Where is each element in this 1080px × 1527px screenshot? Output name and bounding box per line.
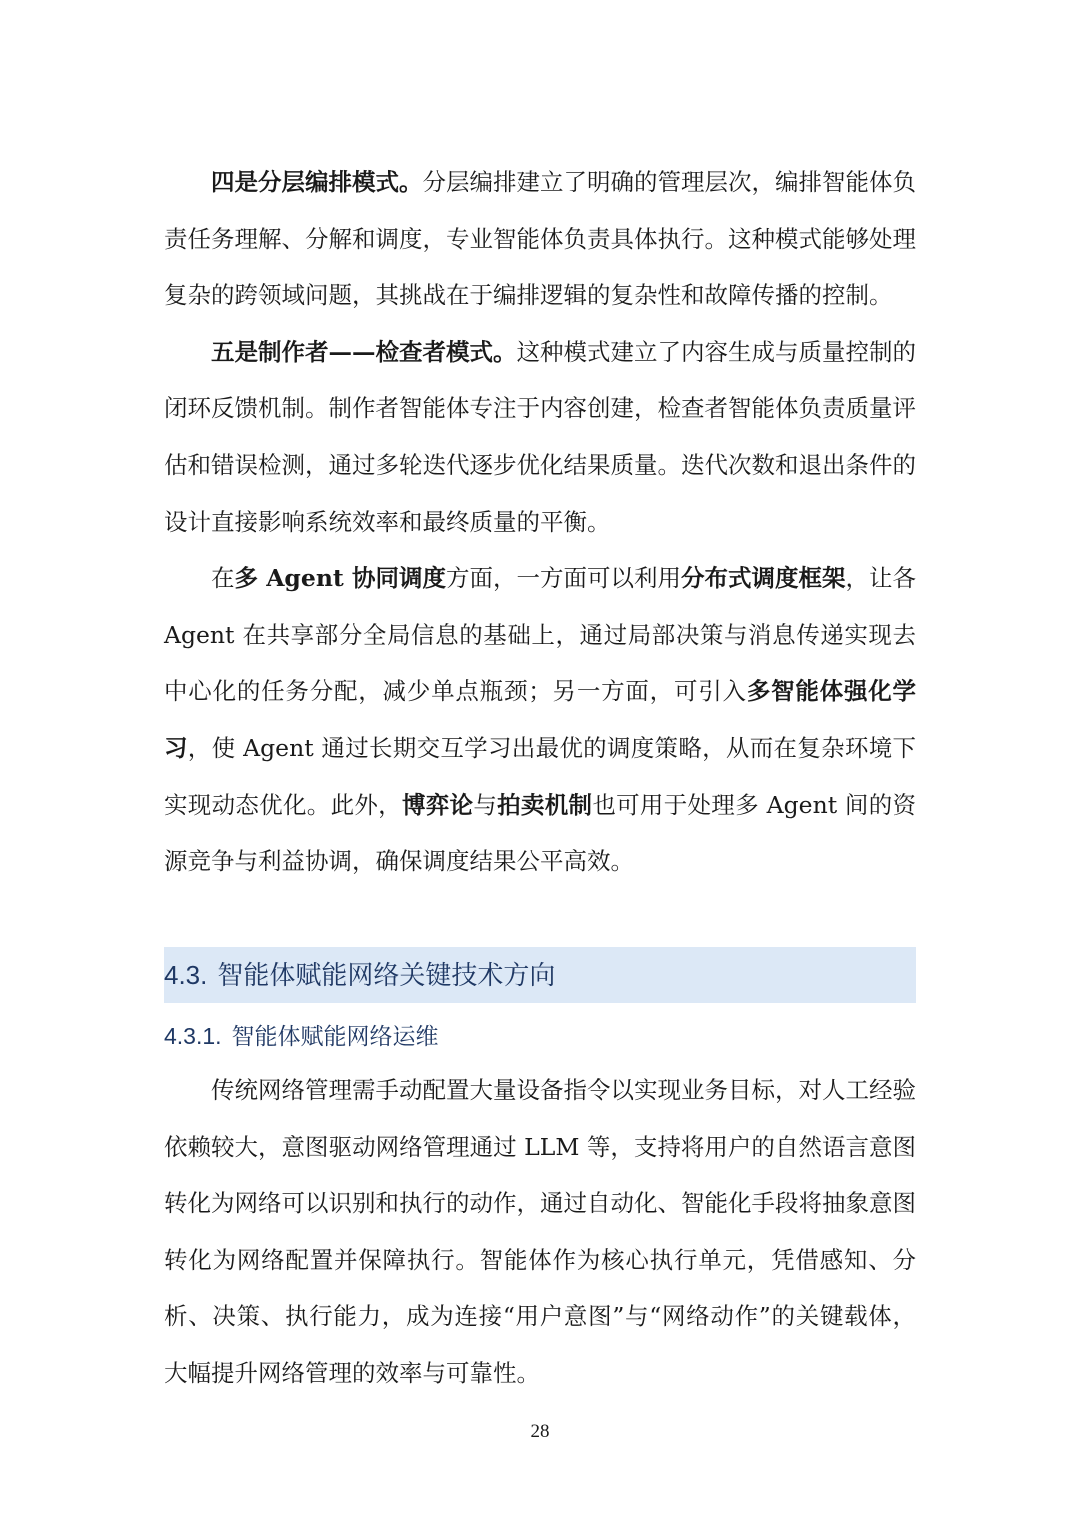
bold-term: 博弈论	[401, 790, 474, 819]
paragraph-text: ，使 Agent 通过长期交互学习出最优的调度策略，从而在复杂环境下实现动态优化。此外，	[164, 733, 916, 819]
subsection-heading	[164, 1012, 916, 1060]
paragraph-lead-bold: 四是分层编排模式。	[211, 168, 423, 196]
paragraph-text: 也可用于处理多 Agent 间的资源竞争与利益协调，确保调度结果公平高效。	[164, 790, 917, 876]
bold-term: 分布式调度框架	[681, 564, 846, 593]
paragraph-text: 与	[473, 790, 498, 819]
section-number: 4.3.	[164, 960, 208, 990]
bold-term: 拍卖机制	[497, 790, 593, 819]
paragraph-multi-agent-scheduling	[164, 550, 916, 890]
page-number: 28	[530, 1421, 550, 1442]
bold-term: 多智能体强化学习	[164, 677, 917, 762]
paragraph-text: 分层编排建立了明确的管理层次，编排智能体负责任务理解、分解和调度，专业智能体负责具体执行。这种模式能够处理复杂的跨领域问题，其挑战在于编排逻辑的复杂性和故障传播的控制。	[164, 168, 916, 310]
subsection-title: 智能体赋能网络运维	[231, 1024, 439, 1050]
paragraph-lead-bold: 五是制作者——检查者模式。	[211, 337, 517, 366]
section-heading	[164, 947, 916, 1003]
body-text-block-lower	[164, 1062, 916, 1402]
subsection-number: 4.3.1.	[164, 1023, 222, 1049]
paragraph-intent-driven-network	[164, 1062, 916, 1402]
paragraph-text: 在	[211, 564, 235, 593]
paragraph-maker-checker	[164, 324, 916, 550]
paragraph-text: 传统网络管理需手动配置大量设备指令以实现业务目标，对人工经验依赖较大，意图驱动网络管理通过 LLM 等，支持将用户的自然语言意图转化为网络可以识别和执行的动作，通过自动化、智能化手段将抽象意图转化为网络配置并保障执行。智能体作为核心执行单元，凭借感知、分析、决策、执行能力，成为连接“用户意图”与“网络动作”的关键载体，大幅提升网络管理的效率与可靠性。	[164, 1076, 916, 1387]
bold-term: 多 Agent 协同调度	[234, 564, 446, 593]
paragraph-text: 方面，一方面可以利用	[445, 564, 681, 593]
paragraph-hierarchical-orchestration	[164, 154, 916, 324]
paragraph-text: 这种模式建立了内容生成与质量控制的闭环反馈机制。制作者智能体专注于内容创建，检查者智能体负责质量评估和错误检测，通过多轮迭代逐步优化结果质量。迭代次数和退出条件的设计直接影响系统效率和最终质量的平衡。	[164, 337, 916, 536]
body-text-block-upper	[164, 154, 916, 890]
paragraph-text: ，让各 Agent 在共享部分全局信息的基础上，通过局部决策与消息传递实现去中心化的任务分配，减少单点瓶颈；另一方面，可引入	[164, 564, 917, 706]
section-title: 智能体赋能网络关键技术方向	[217, 961, 556, 991]
